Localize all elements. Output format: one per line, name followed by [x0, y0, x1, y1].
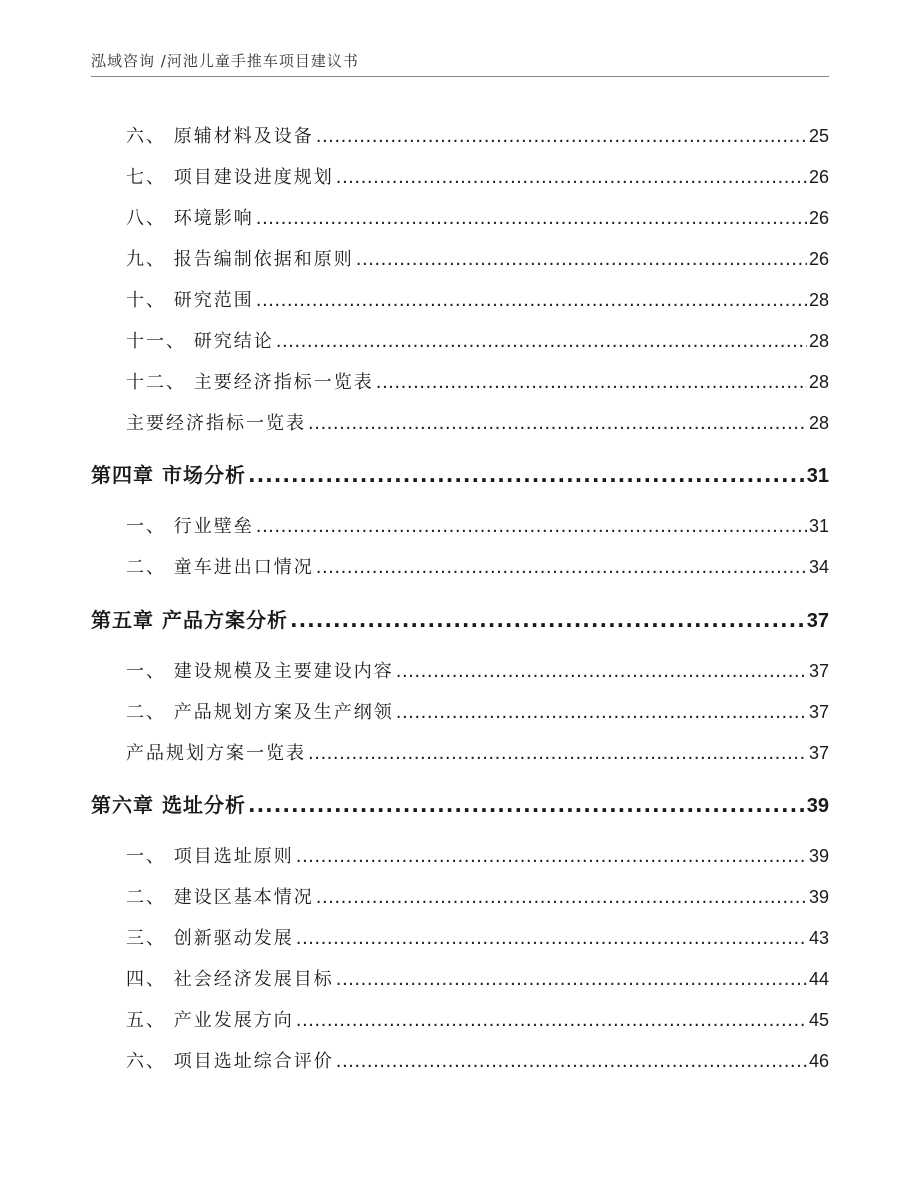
- toc-page-number: 37: [808, 661, 829, 681]
- toc-entry-label: 主要经济指标一览表: [126, 413, 306, 434]
- toc-entry-label: 二、 童车进出口情况: [126, 557, 314, 578]
- toc-section-entry[interactable]: [126, 1006, 829, 1032]
- toc-page-number: 37: [806, 610, 829, 632]
- toc-section-entry[interactable]: [126, 657, 829, 683]
- toc-section-entry[interactable]: [126, 286, 829, 312]
- toc-section-entry[interactable]: [126, 739, 829, 765]
- toc-page-number: 28: [808, 413, 829, 433]
- toc-page-number: 31: [808, 516, 829, 536]
- toc-dot-leader: [248, 463, 805, 487]
- toc-entry-label: 一、 项目选址原则: [126, 846, 294, 867]
- toc-section-entry[interactable]: [126, 122, 829, 148]
- toc-section-entry[interactable]: [126, 883, 829, 909]
- toc-section-entry[interactable]: [126, 512, 829, 538]
- toc-dot-leader: [256, 516, 807, 537]
- toc-dot-leader: [308, 743, 807, 764]
- toc-section-entry[interactable]: [126, 327, 829, 353]
- toc-section-entry[interactable]: [126, 368, 829, 394]
- toc-page-number: 43: [808, 928, 829, 948]
- toc-entry-label: 第六章 选址分析: [91, 793, 246, 817]
- toc-dot-leader: [296, 1010, 807, 1031]
- toc-dot-leader: [336, 167, 807, 188]
- toc-dot-leader: [336, 969, 807, 990]
- toc-dot-leader: [376, 372, 807, 393]
- toc-page-number: 28: [808, 372, 829, 392]
- toc-page-number: 26: [808, 208, 829, 228]
- toc-page-number: 28: [808, 331, 829, 351]
- toc-section-entry[interactable]: [126, 163, 829, 189]
- toc-dot-leader: [336, 1051, 807, 1072]
- toc-entry-label: 六、 项目选址综合评价: [126, 1051, 334, 1072]
- toc-dot-leader: [296, 928, 807, 949]
- toc-dot-leader: [356, 249, 807, 270]
- toc-entry-label: 一、 建设规模及主要建设内容: [126, 661, 394, 682]
- toc-page-number: 25: [808, 126, 829, 146]
- toc-entry-label: 十二、 主要经济指标一览表: [126, 372, 374, 393]
- toc-entry-label: 五、 产业发展方向: [126, 1010, 294, 1031]
- toc-page-number: 39: [808, 887, 829, 907]
- toc-entry-label: 一、 行业壁垒: [126, 516, 254, 537]
- toc-dot-leader: [308, 413, 807, 434]
- toc-section-entry[interactable]: [126, 924, 829, 950]
- toc-section-entry[interactable]: [126, 965, 829, 991]
- toc-entry-label: 八、 环境影响: [126, 208, 254, 229]
- toc-dot-leader: [396, 661, 807, 682]
- toc-chapter-entry[interactable]: [91, 604, 829, 633]
- toc-page-number: 26: [808, 249, 829, 269]
- toc-dot-leader: [248, 793, 805, 817]
- toc-page-number: 26: [808, 167, 829, 187]
- toc-entry-label: 第四章 市场分析: [91, 463, 246, 487]
- toc-entry-label: 六、 原辅材料及设备: [126, 126, 314, 147]
- toc-dot-leader: [316, 887, 807, 908]
- toc-dot-leader: [316, 126, 807, 147]
- toc-entry-label: 二、 建设区基本情况: [126, 887, 314, 908]
- toc-page-number: 45: [808, 1010, 829, 1030]
- running-header: 泓域咨询 /河池儿童手推车项目建议书: [91, 52, 359, 70]
- toc-entry-label: 三、 创新驱动发展: [126, 928, 294, 949]
- toc-section-entry[interactable]: [126, 698, 829, 724]
- toc-entry-label: 第五章 产品方案分析: [91, 608, 288, 632]
- toc-page-number: 34: [808, 557, 829, 577]
- toc-page-number: 37: [808, 743, 829, 763]
- toc-page-number: 44: [808, 969, 829, 989]
- toc-section-entry[interactable]: [126, 842, 829, 868]
- toc-dot-leader: [316, 557, 807, 578]
- toc-dot-leader: [256, 290, 807, 311]
- toc-entry-label: 十、 研究范围: [126, 290, 254, 311]
- toc-page-number: 37: [808, 702, 829, 722]
- toc-section-entry[interactable]: [126, 204, 829, 230]
- toc-dot-leader: [290, 608, 805, 632]
- toc-dot-leader: [396, 702, 807, 723]
- toc-entry-label: 产品规划方案一览表: [126, 743, 306, 764]
- toc-page-number: 31: [806, 465, 829, 487]
- toc-entry-label: 二、 产品规划方案及生产纲领: [126, 702, 394, 723]
- toc-section-entry[interactable]: [126, 245, 829, 271]
- toc-page-number: 39: [806, 795, 829, 817]
- toc-chapter-entry[interactable]: [91, 459, 829, 488]
- toc-dot-leader: [296, 846, 807, 867]
- toc-entry-label: 十一、 研究结论: [126, 331, 274, 352]
- toc-dot-leader: [276, 331, 807, 352]
- toc-section-entry[interactable]: [126, 409, 829, 435]
- toc-entry-label: 四、 社会经济发展目标: [126, 969, 334, 990]
- toc-section-entry[interactable]: [126, 553, 829, 579]
- toc-dot-leader: [256, 208, 807, 229]
- toc-chapter-entry[interactable]: [91, 789, 829, 818]
- toc-page-number: 28: [808, 290, 829, 310]
- toc-page-number: 46: [808, 1051, 829, 1071]
- toc-section-entry[interactable]: [126, 1047, 829, 1073]
- toc-entry-label: 七、 项目建设进度规划: [126, 167, 334, 188]
- toc-page-number: 39: [808, 846, 829, 866]
- toc-entry-label: 九、 报告编制依据和原则: [126, 249, 354, 270]
